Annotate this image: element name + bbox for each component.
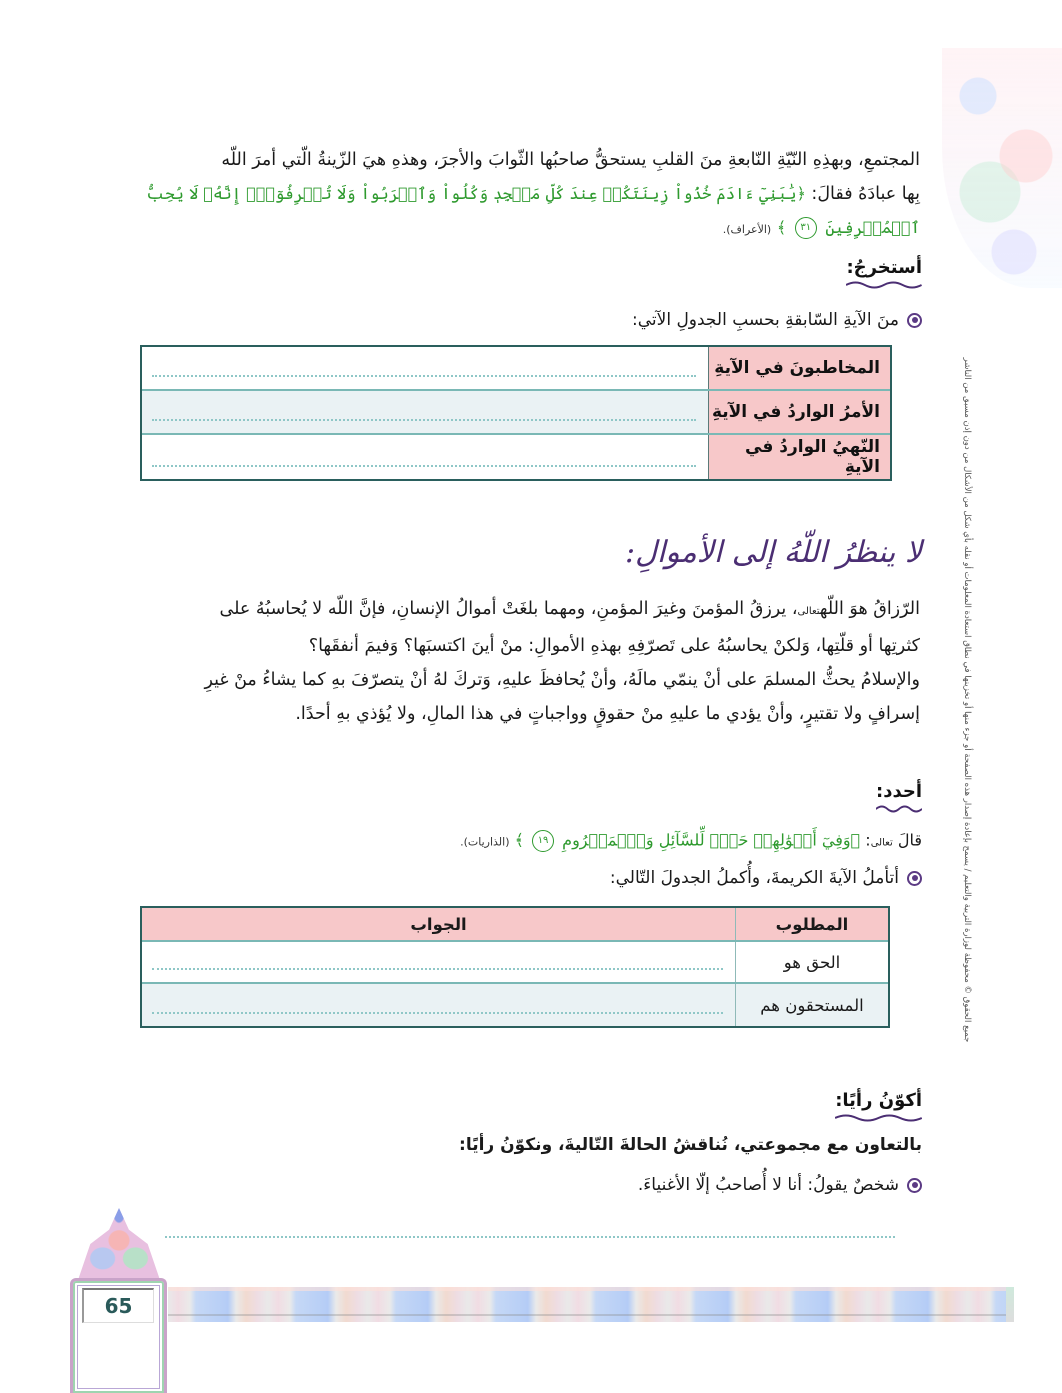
row-label: النّهيُ الواردُ في الآيةِ bbox=[708, 435, 890, 479]
intro-line-1: المجتمعِ، وبهذِهِ النّيّةِ النّابعةِ منَ القلبِ يستحقُّ صاحبُها الثّوابَ والأجرَ، وهذهِ هيَ الزّينةُ الّتي أمرَ اللّه bbox=[221, 150, 920, 170]
define-heading-text: أحدد: bbox=[876, 781, 922, 802]
row-label: المخاطبونَ في الآيةِ bbox=[708, 347, 890, 389]
page-number-ornament-icon bbox=[78, 1208, 160, 1280]
verse-number-badge: ١٩ bbox=[532, 830, 554, 852]
side-copyright-notice: جميع الحقوق © محفوظة لوزارة التربية والتعليم / يسمح بإعادة إصدار هذه الصفحة أو جزء منها أو تخزينها في نطاق استعادة المعلومات أو نقله بأي شكل من الأشكال من دون إذن مسبق من الناشر bbox=[962, 357, 972, 1043]
taala-honorific: تعالى bbox=[870, 837, 893, 849]
column-header-answer: الجواب bbox=[410, 914, 467, 934]
extract-table bbox=[140, 345, 892, 481]
required-cell: الحق هو bbox=[735, 942, 888, 982]
radio-bullet-icon bbox=[907, 1178, 922, 1193]
dotted-line bbox=[152, 375, 696, 377]
dotted-line bbox=[152, 968, 723, 970]
wealth-p1-line-1 bbox=[140, 592, 920, 629]
extract-heading-text: أستخرجُ: bbox=[846, 257, 922, 278]
answer-field[interactable] bbox=[142, 391, 708, 433]
row-label: الأمرُ الواردُ في الآيةِ bbox=[708, 391, 890, 433]
section-title-wealth: لا ينظرُ اللّهُ إلى الأموالِ: bbox=[624, 535, 922, 570]
column-header-required: المطلوب bbox=[735, 908, 888, 940]
verse-close-bracket: ﴾ bbox=[776, 218, 787, 237]
intro-paragraph bbox=[140, 143, 920, 247]
wealth-p2-line-2: إسرافٍ ولا تقتيرٍ، وأنْ يؤدي ما عليهِ منْ حقوقٍ وواجباتٍ في هذا المالِ، ولا يُؤذي بهِ أحدًا. bbox=[295, 704, 920, 724]
define-heading bbox=[876, 781, 922, 808]
table-row bbox=[142, 435, 890, 479]
verse-close-bracket: ﴾ bbox=[514, 830, 524, 850]
answer-field[interactable] bbox=[142, 347, 708, 389]
table-row bbox=[142, 347, 890, 391]
define-instruction bbox=[610, 868, 922, 888]
answer-field[interactable] bbox=[142, 942, 735, 982]
footer-decorative-band bbox=[168, 1287, 1013, 1322]
quran-verse-dhariyat: ﴿وَفِيٓ أَمۡوَٰلِهِمۡ حَقّٞ لِّلسَّآئِلِ وَٱلۡمَحۡرُومِ bbox=[562, 830, 861, 850]
surah-reference: (الأعراف). bbox=[722, 223, 772, 236]
wave-underline-icon bbox=[846, 280, 922, 290]
page-number: 65 bbox=[82, 1288, 154, 1323]
opinion-heading bbox=[835, 1090, 922, 1117]
required-cell: المستحقون هم bbox=[735, 984, 888, 1026]
answer-field[interactable] bbox=[142, 984, 735, 1026]
dotted-line bbox=[152, 465, 696, 467]
opinion-case-text: شخصٌ يقولُ: أنا لا أُصاحبُ إلّا الأغنياءَ. bbox=[637, 1175, 899, 1195]
define-verse-line: قالَ تعالى: ﴿وَفِيٓ أَمۡوَٰلِهِمۡ حَقّٞ لِّلسَّآئِلِ وَٱلۡمَحۡرُومِ ١٩ ﴾ (الذاريات). bbox=[460, 830, 922, 852]
wealth-p2-line-1: والإسلامُ يحثُّ المسلمَ على أنْ ينمّي مالَهُ، وأنْ يُحافظَ عليهِ، وَتركَ لهُ أنْ يتصرّفَ بهِ كما يشاءُ منْ غيرِ bbox=[204, 670, 920, 690]
wave-underline-icon bbox=[835, 1113, 922, 1123]
define-table bbox=[140, 906, 890, 1028]
wealth-paragraph-1 bbox=[140, 592, 920, 663]
dotted-line bbox=[152, 1012, 723, 1014]
opinion-case bbox=[638, 1175, 922, 1195]
wealth-p1-line-2: كثرتِها أو قلّتِها، وَلكنْ يحاسبُهُ على تَصرّفِهِ بهذهِ الأموالِ: منْ أينَ اكتسبَها؟ وَفيمَ أنفقَها؟ bbox=[308, 636, 920, 656]
answer-field[interactable] bbox=[142, 435, 708, 479]
table-header-row bbox=[142, 908, 888, 942]
intro-line-2-prefix: بِها عبادَهُ فقالَ: bbox=[811, 184, 920, 204]
surah-reference: (الذاريات). bbox=[460, 835, 510, 849]
text-segment: الرّزاقُ هوَ اللّه bbox=[819, 599, 920, 619]
dotted-line bbox=[152, 419, 696, 421]
extract-instruction bbox=[632, 310, 922, 330]
radio-bullet-icon bbox=[907, 871, 922, 886]
opinion-heading-text: أكوّنُ رأيًا: bbox=[835, 1090, 922, 1111]
taala-honorific: تعالى bbox=[797, 606, 820, 617]
wealth-paragraph-2 bbox=[140, 663, 920, 731]
text-segment: ، يرزقُ المؤمنَ وغيرَ المؤمنِ، ومهما بلغَتْ أموالُ الإنسانِ، فإنَّ اللّه لا يُحاسبُهُ على bbox=[219, 599, 798, 619]
table-row bbox=[142, 391, 890, 435]
opinion-answer-line[interactable] bbox=[165, 1236, 895, 1238]
radio-bullet-icon bbox=[907, 313, 922, 328]
text-segment: قالَ bbox=[897, 830, 922, 850]
extract-heading bbox=[846, 257, 922, 284]
quran-verse-araf: ﴿يَٰبَنِيٓ ءَادَمَ خُذُواْ زِينَتَكُمۡ عِندَ كُلِّ مَسۡجِدٖ وَكُلُواْ وَٱشۡرَبُواْ وَلَا تُسۡرِفُوٓاْۚ إِنَّهُۥ لَا يُحِبُّ ٱلۡمُسۡرِفِينَ bbox=[146, 184, 920, 237]
extract-instruction-text: منَ الآيةِ السّابقةِ بحسبِ الجدولِ الآتي: bbox=[632, 310, 899, 330]
table-row bbox=[142, 942, 888, 984]
define-instruction-text: أتأملُ الآيةَ الكريمةَ، وأُكملُ الجدولَ التّالي: bbox=[609, 868, 899, 888]
intro-line-2 bbox=[140, 177, 920, 247]
wave-underline-icon bbox=[876, 804, 922, 814]
opinion-instruction: بالتعاون مع مجموعتي، نُناقشُ الحالةَ التّاليةَ، ونكوّنُ رأيًا: bbox=[459, 1135, 922, 1155]
verse-number-badge: ٣١ bbox=[795, 217, 817, 239]
table-row bbox=[142, 984, 888, 1026]
corner-ornament bbox=[942, 48, 1062, 288]
footer-band-end bbox=[1006, 1287, 1014, 1322]
